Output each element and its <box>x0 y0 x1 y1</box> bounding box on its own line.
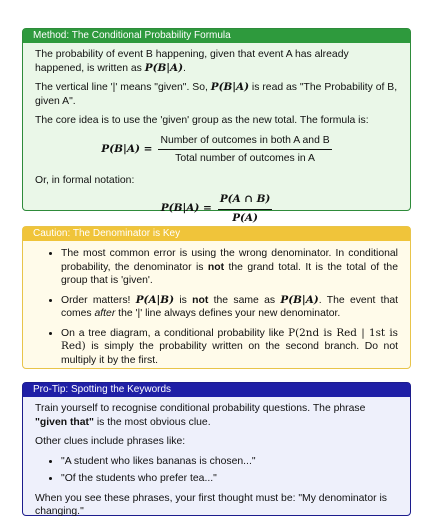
text: is simply the probability written on the second branch. Do not multiply it by the first. <box>61 341 398 366</box>
caution-box <box>22 226 411 369</box>
protip-box <box>22 382 411 516</box>
list-item: • "Of the students who prefer tea..." <box>61 472 398 486</box>
text: is <box>174 294 193 306</box>
text: The probability of event B happening, given that event A has already happened, is written as <box>35 49 349 74</box>
formula-formal <box>35 193 398 225</box>
text: . <box>183 62 186 74</box>
text: The vertical line '|' means "given". So, <box>35 82 211 94</box>
math-inline: P(A|B) <box>135 293 175 306</box>
fraction-denominator: Total number of outcomes in A <box>175 153 315 165</box>
method-paragraph-1 <box>35 48 398 75</box>
fraction-denominator: P(A) <box>232 211 258 224</box>
formula-lhs: P(B|A) = <box>160 202 212 215</box>
formula-words <box>35 134 398 166</box>
protip-paragraph-2: Other clues include phrases like: <box>35 436 186 448</box>
method-paragraph-4: Or, in formal notation: <box>35 174 135 186</box>
text: is the most obvious clue. <box>93 416 211 428</box>
text: Train yourself to recognise conditional probability questions. The phrase <box>35 403 366 414</box>
list-item <box>61 294 398 321</box>
text: is read as "The Probability of B, given A". <box>35 82 398 107</box>
math-inline: P(B|A) <box>144 61 184 74</box>
text: . The event that comes <box>61 294 399 320</box>
text-bold: "given that" <box>35 416 94 428</box>
fraction-numerator: P(A ∩ B) <box>218 193 272 210</box>
fraction <box>158 134 331 166</box>
protip-box-title: Pro-Tip: Spotting the Keywords <box>23 383 410 397</box>
formula-lhs: P(B|A) = <box>101 142 153 155</box>
fraction <box>218 193 272 225</box>
text: On a tree diagram, a conditional probability like <box>61 327 289 339</box>
text: The most common error is using the wrong denominator. In conditional probability, the denominator is <box>61 248 398 273</box>
text: the same as <box>208 294 281 306</box>
method-box-title: Method: The Conditional Probability Formula <box>23 29 410 43</box>
protip-paragraph-1 <box>35 402 398 429</box>
math-inline: P(B|A) <box>210 81 250 94</box>
caution-box-title: Caution: The Denominator is Key <box>23 227 410 241</box>
text: the grand total. It is the total of the group that is 'given'. <box>61 261 398 287</box>
caution-list <box>35 247 398 367</box>
method-box <box>22 28 411 224</box>
text-italic: after <box>94 308 116 320</box>
text: Order matters! <box>61 294 136 306</box>
list-item <box>61 247 398 288</box>
list-item <box>61 327 398 368</box>
protip-box-body <box>23 397 410 519</box>
method-paragraph-2 <box>35 81 398 108</box>
protip-list <box>35 455 398 486</box>
method-box-body <box>23 43 410 225</box>
text-bold: not <box>192 294 209 306</box>
text: the '|' line always defines your new denominator. <box>115 308 341 320</box>
text-bold: not <box>207 261 225 273</box>
protip-paragraph-3: When you see these phrases, your first thought must be: "My denominator is changing." <box>35 492 387 518</box>
list-item: • "A student who likes bananas is chosen..." <box>61 455 398 469</box>
fraction-numerator: Number of outcomes in both A and B <box>158 134 331 151</box>
caution-box-body <box>23 241 410 367</box>
method-paragraph-3: The core idea is to use the 'given' group as the new total. The formula is: <box>35 115 369 127</box>
math-inline: P(B|A) <box>280 293 319 306</box>
math-inline: P(2nd is Red | 1st is Red) <box>61 326 398 353</box>
